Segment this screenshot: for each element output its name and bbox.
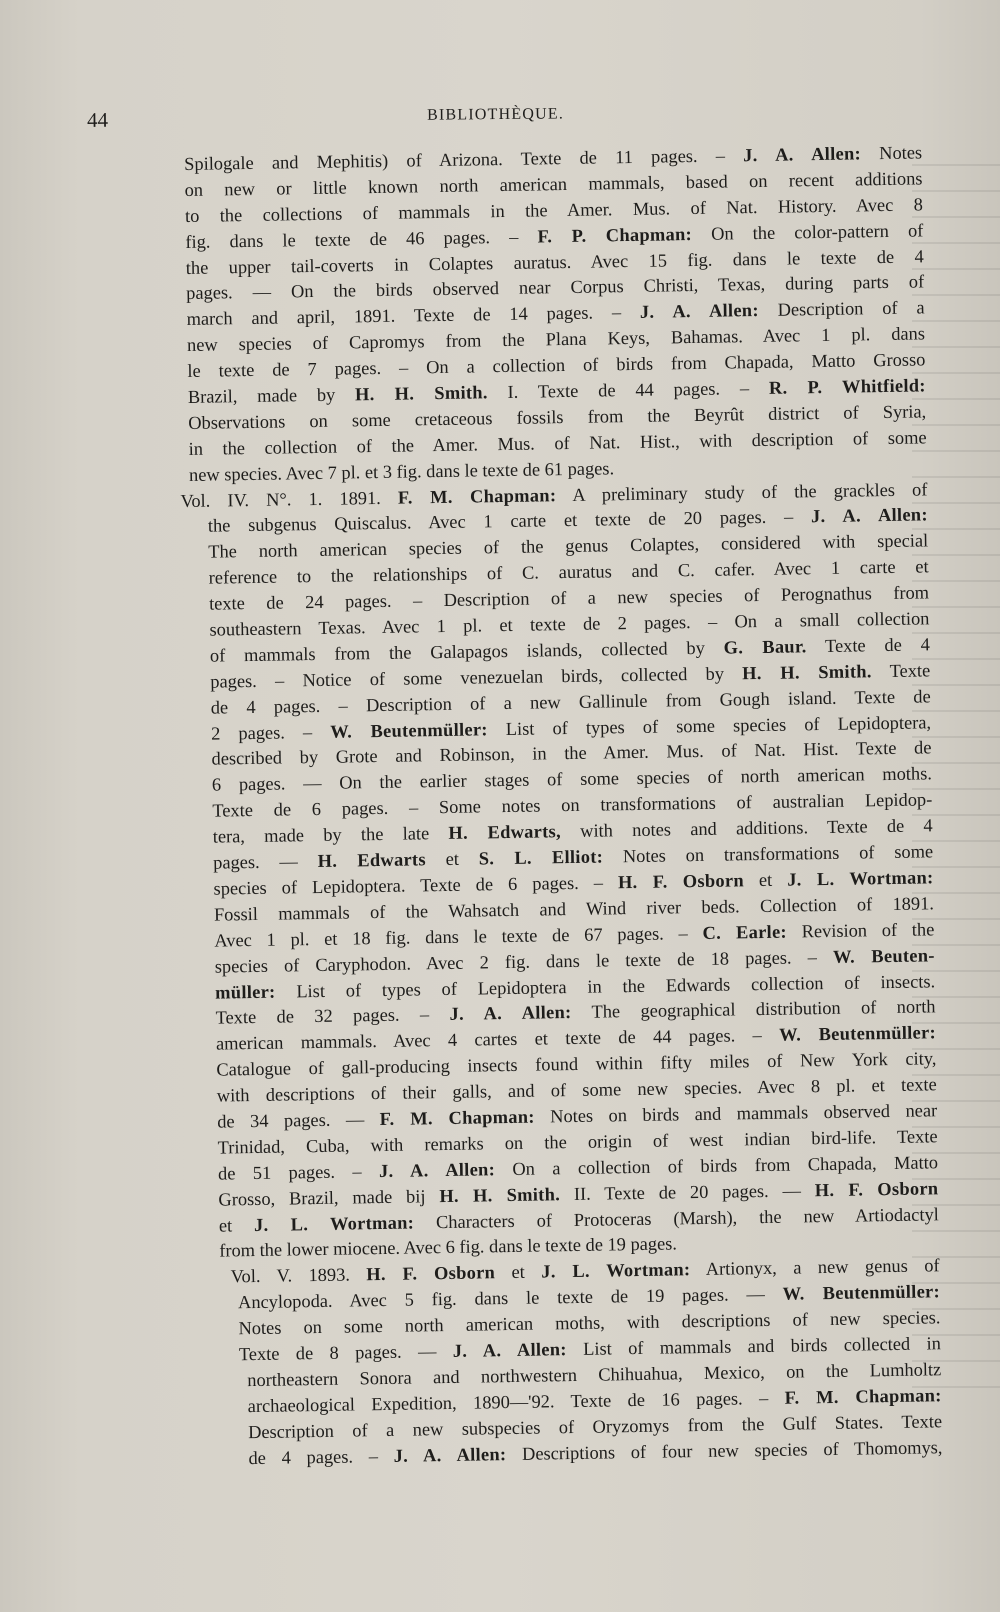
- text-segment: 6 pages. — On the earlier stages of some species of north american moths.: [211, 763, 933, 796]
- text-segment: new species. Avec 7 pl. et 3 fig. dans le texte de 61 pages.: [188, 457, 615, 485]
- text-segment: the subgenus Quiscalus. Avec 1 carte et texte de 20 pages. –: [207, 506, 812, 537]
- text-segment: tera, made by the late: [212, 823, 449, 847]
- text-segment: new species of Capromys from the Plana Keys, Bahamas. Avec 1 pl. dans: [186, 323, 926, 356]
- text-segment: Vol. V. 1893.: [230, 1264, 367, 1287]
- author-name: J. A. Allen:: [810, 504, 928, 527]
- text-segment: On the color-pattern of: [691, 220, 924, 244]
- text-segment: Description of a new subspecies of Oryzomys from the Gulf States. Texte: [247, 1410, 943, 1442]
- text-segment: Trinidad, Cuba, with remarks on the origin of west indian bird-life. Texte: [217, 1126, 938, 1158]
- text-segment: Texte de 6 pages. – Some notes on transformations of australian Lepidop-: [212, 789, 933, 821]
- author-name: W. Beuten-: [832, 944, 935, 967]
- text-segment: et: [425, 848, 479, 870]
- text-segment: march and april, 1891. Texte de 14 pages. –: [186, 302, 641, 330]
- author-name: W. Beutenmüller:: [330, 718, 488, 742]
- text-segment: Grosso, Brazil, made bij: [218, 1185, 440, 1210]
- text-segment: et: [218, 1214, 255, 1236]
- text-segment: The geographical distribution of north: [571, 996, 936, 1023]
- text-segment: et: [743, 869, 788, 891]
- author-name: W. Beutenmüller:: [782, 1281, 941, 1304]
- page-number: 44: [87, 107, 109, 132]
- text-segment: Vol. IV. N°. 1. 1891.: [180, 487, 399, 511]
- author-name: J. A. Allen:: [639, 300, 759, 323]
- text-segment: reference to the relationships of C. auratus and C. cafer. Avec 1 carte et: [208, 556, 929, 588]
- author-name: H. F. Osborn: [814, 1177, 939, 1200]
- text-segment: species of Caryphodon. Avec 2 fig. dans le texte de 18 pages. –: [214, 946, 834, 977]
- text-segment: species of Lepidoptera. Texte de 6 pages. –: [213, 872, 619, 899]
- author-name: J. L. Wortman:: [541, 1259, 691, 1282]
- text-segment: Revision of the: [786, 919, 935, 942]
- text-segment: 2 pages. –: [210, 721, 331, 744]
- text-segment: de 4 pages. –: [248, 1445, 394, 1468]
- author-name: J. L. Wortman:: [787, 867, 934, 890]
- text-segment: archaeological Expedition, 1890—'92. Texte de 16 pages. –: [247, 1387, 785, 1416]
- author-name: H. Edwarts: [317, 849, 427, 872]
- text-segment: described by Grote and Robinson, in the Amer. Mus. of Nat. Hist. Texte de: [211, 737, 932, 770]
- text-segment: Artionyx, a new genus of: [690, 1255, 940, 1280]
- text-segment: I. Texte de 44 pages. –: [487, 377, 770, 403]
- text-segment: on new or little known north american mammals, based on recent additions: [184, 168, 923, 200]
- author-name: W. Beutenmüller:: [778, 1022, 937, 1046]
- author-name: J. A. Allen:: [452, 1339, 567, 1361]
- author-name: J. A. Allen:: [449, 1002, 572, 1025]
- text-segment: Texte: [871, 660, 931, 682]
- text-segment: of mammals from the Galapagos islands, collected by: [209, 637, 724, 666]
- author-name: C. Earle:: [702, 921, 788, 943]
- text-segment: le texte de 7 pages. – On a collection of birds from Chapada, Matto Grosso: [187, 349, 926, 382]
- author-name: H. F. Osborn: [366, 1262, 496, 1285]
- text-segment: Spilogale and Mephitis) of Arizona. Texte de 11 pages. –: [184, 145, 744, 174]
- text-segment: On a collection of birds from Chapada, Matto: [494, 1152, 939, 1179]
- text-segment: de 51 pages. –: [217, 1160, 380, 1184]
- text-segment: Notes on transformations of some: [602, 841, 934, 867]
- text-segment: Observations on some cretaceous fossils from the Beyrût district of Syria,: [188, 401, 927, 433]
- text-segment: to the collections of mammals in the Amer. Mus. of Nat. History. Avec 8: [184, 194, 924, 226]
- author-name: R. P. Whitfield:: [768, 375, 926, 398]
- text-segment: southeastern Texas. Avec 1 pl. et texte de 2 pages. – On a small collection: [209, 608, 930, 640]
- author-name: H. H. Smith.: [354, 382, 488, 405]
- author-name: J. L. Wortman:: [253, 1212, 415, 1235]
- body-text: [180, 140, 943, 1472]
- author-name: F. M. Chapman:: [397, 484, 557, 508]
- text-segment: Texte de 32 pages. –: [215, 1004, 450, 1028]
- text-segment: List of mammals and birds collected in: [566, 1333, 941, 1360]
- text-segment: Ancylopoda. Avec 5 fig. dans le texte de 19 pages. —: [237, 1283, 783, 1313]
- text-segment: de 34 pages. —: [217, 1108, 380, 1132]
- text-segment: texte de 24 pages. – Description of a new species of Perognathus from: [208, 582, 930, 614]
- author-name: F. P. Chapman:: [537, 223, 693, 247]
- text-segment: Catalogue of gall-producing insects found within fifty miles of New York city,: [216, 1048, 937, 1080]
- text-segment: et: [494, 1261, 542, 1283]
- text-segment: II. Texte de 20 pages. —: [559, 1179, 815, 1204]
- text-segment: northeastern Sonora and northwestern Chihuahua, Mexico, on the Lumholtz: [247, 1359, 942, 1391]
- author-name: J. A. Allen:: [393, 1443, 507, 1466]
- text-segment: List of types of Lepidoptera in the Edwards collection of insects.: [275, 970, 936, 1002]
- author-name: G. Baur.: [723, 636, 807, 658]
- text-segment: fig. dans le texte de 46 pages. –: [185, 226, 538, 252]
- text-segment: pages. – Notice of some venezuelan birds, collected by: [210, 663, 743, 692]
- text-segment: american mammals. Avec 4 cartes et texte de 44 pages. –: [215, 1025, 780, 1054]
- text-segment: Description of a: [758, 297, 925, 321]
- author-name: H. F. Osborn: [617, 870, 745, 893]
- text-segment: pages. — On the birds observed near Corpus Christi, Texas, during parts of: [186, 271, 925, 304]
- text-segment: from the lower miocene. Avec 6 fig. dans le texte de 19 pages.: [219, 1233, 678, 1261]
- text-segment: the upper tail-coverts in Colaptes auratus. Avec 15 fig. dans le texte de 4: [185, 245, 924, 278]
- text-segment: Descriptions of four new species of Thomomys,: [506, 1436, 943, 1464]
- page-header: [87, 100, 937, 138]
- text-segment: Avec 1 pl. et 18 fig. dans le texte de 67 pages. –: [214, 922, 703, 951]
- text-segment: Notes on birds and mammals observed near: [534, 1100, 938, 1127]
- author-name: müller:: [215, 981, 276, 1003]
- running-head: BIBLIOTHÈQUE.: [427, 105, 565, 124]
- text-segment: Notes on some north american moths, with descriptions of new species.: [238, 1307, 941, 1339]
- text-segment: Characters of Protoceras (Marsh), the new Artiodactyl: [413, 1203, 939, 1233]
- text-segment: Texte de 8 pages. —: [238, 1340, 453, 1365]
- text-segment: List of types of some species of Lepidoptera,: [487, 711, 932, 739]
- text-segment: with descriptions of their galls, and of some new species. Avec 8 pl. et texte: [216, 1074, 937, 1106]
- author-name: H. Edwarts,: [448, 821, 562, 844]
- text-segment: pages. —: [213, 851, 318, 873]
- author-name: F. M. Chapman:: [379, 1106, 535, 1129]
- text-segment: Texte de 4: [806, 634, 930, 657]
- text-segment: Brazil, made by: [187, 384, 356, 407]
- text-segment: A preliminary study of the grackles of: [556, 478, 928, 505]
- text-segment: The north american species of the genus Colaptes, considered with special: [208, 530, 929, 563]
- author-name: J. A. Allen:: [378, 1158, 496, 1181]
- text-segment: Fossil mammals of the Wahsatch and Wind river beds. Collection of 1891.: [213, 893, 935, 925]
- text-segment: in the collection of the Amer. Mus. of Nat. Hist., with description of some: [188, 427, 927, 459]
- author-name: J. A. Allen:: [743, 143, 862, 166]
- author-name: F. M. Chapman:: [784, 1385, 942, 1408]
- author-name: S. L. Elliot:: [478, 846, 604, 869]
- text-segment: de 4 pages. – Description of a new Gallinule from Gough island. Texte de: [210, 686, 931, 718]
- text-segment: with notes and additions. Texte de 4: [560, 815, 933, 842]
- text-segment: Notes: [860, 142, 923, 164]
- author-name: H. H. Smith.: [439, 1183, 561, 1206]
- author-name: H. H. Smith.: [742, 661, 872, 684]
